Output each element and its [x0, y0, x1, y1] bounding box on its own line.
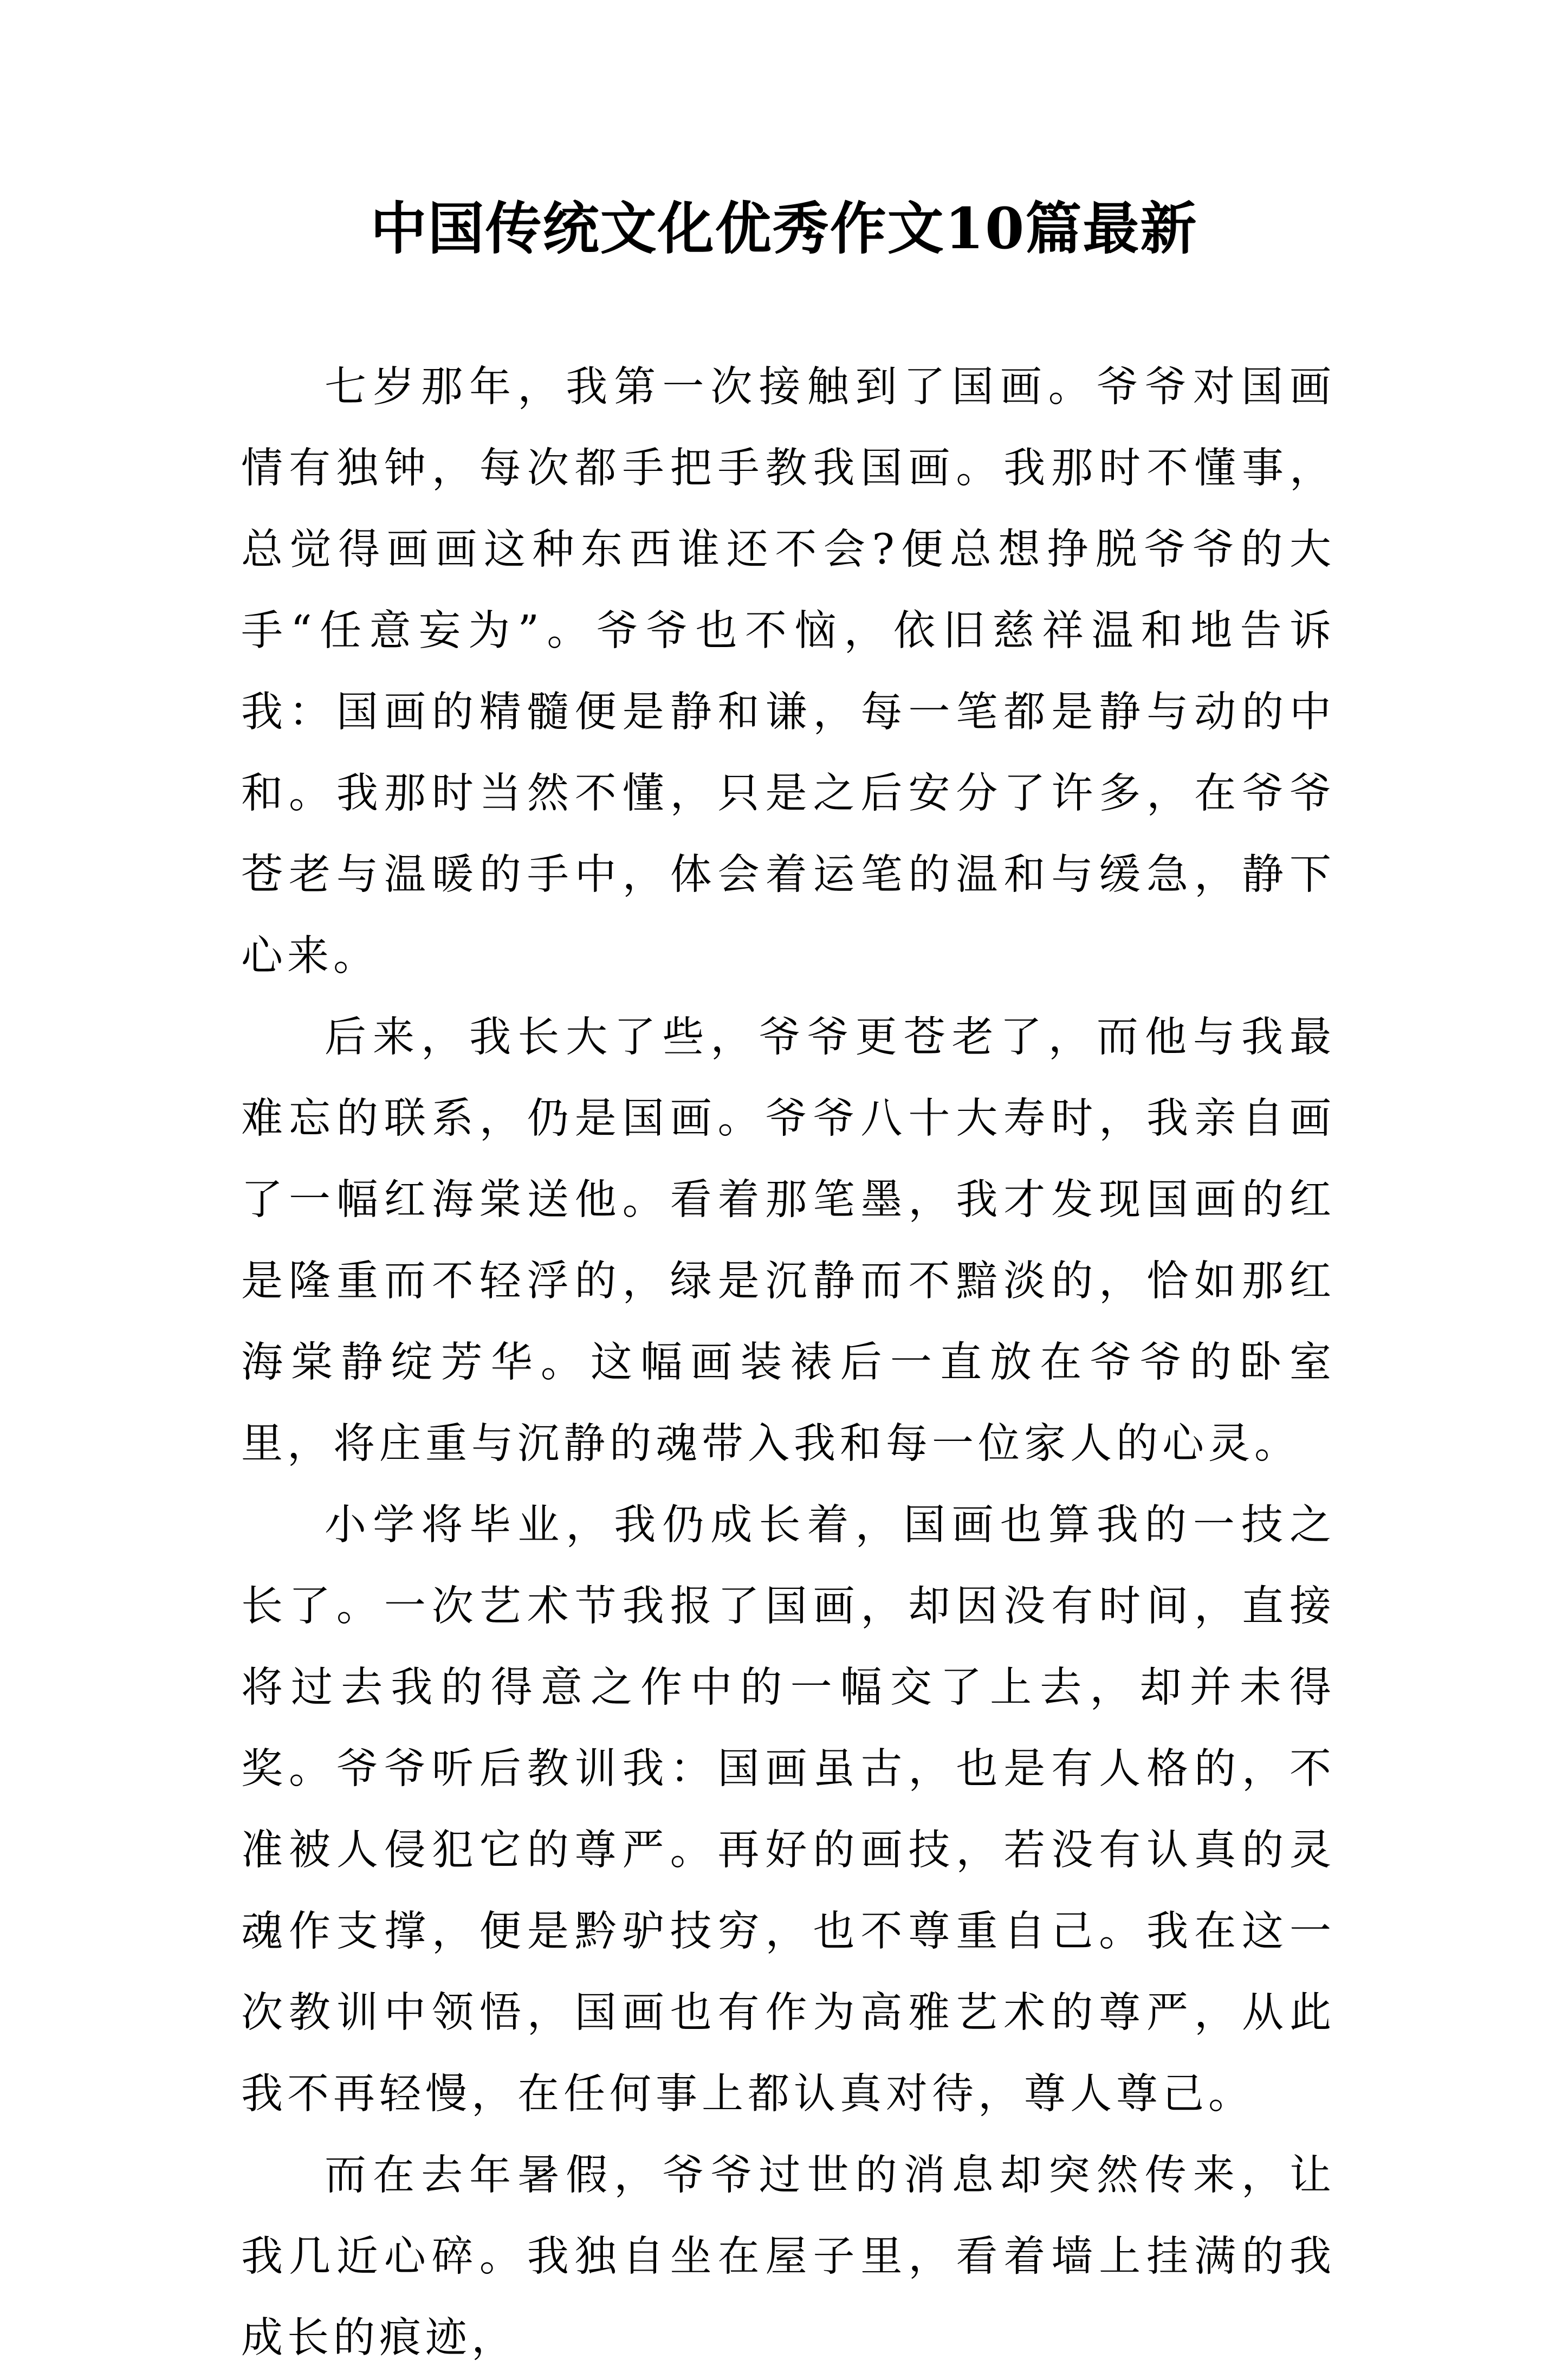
body-paragraph: 而在去年暑假，爷爷过世的消息却突然传来，让我几近心碎。我独自坐在屋子里，看着墙上挂满的我成长的痕迹，	[241, 2151, 1336, 2362]
body-paragraph: 后来，我长大了些，爷爷更苍老了，而他与我最难忘的联系，仍是国画。爷爷八十大寿时，我亲自画了一幅红海棠送他。看着那笔墨，我才发现国画的红是隆重而不轻浮的，绿是沉静而不黯淡的，恰如那红海棠静绽芳华。这幅画装裱后一直放在爷爷的卧室里，将庄重与沉静的魂带入我和每一位家人的心灵。	[241, 1013, 1336, 1468]
document-title: 中国传统文化优秀作文10篇最新	[370, 195, 1198, 262]
document-body	[241, 347, 1336, 2379]
body-paragraph: 小学将毕业，我仍成长着，国画也算我的一技之长了。一次艺术节我报了国画，却因没有时间，直接将过去我的得意之作中的一幅交了上去，却并未得奖。爷爷听后教训我：国画虽古，也是有人格的，不准被人侵犯它的尊严。再好的画技，若没有认真的灵魂作支撑，便是黔驴技穷，也不尊重自己。我在这一次教训中领悟，国画也有作为高雅艺术的尊严，从此我不再轻慢，在任何事上都认真对待，尊人尊己。	[241, 1501, 1336, 2118]
body-paragraph: 七岁那年，我第一次接触到了国画。爷爷对国画情有独钟，每次都手把手教我国画。我那时不懂事，总觉得画画这种东西谁还不会?便总想挣脱爷爷的大手“任意妄为”。爷爷也不恼，依旧慈祥温和地告诉我：国画的精髓便是静和谦，每一笔都是静与动的中和。我那时当然不懂，只是之后安分了许多，在爷爷苍老与温暖的手中，体会着运笔的温和与缓急，静下心来。	[241, 363, 1336, 980]
